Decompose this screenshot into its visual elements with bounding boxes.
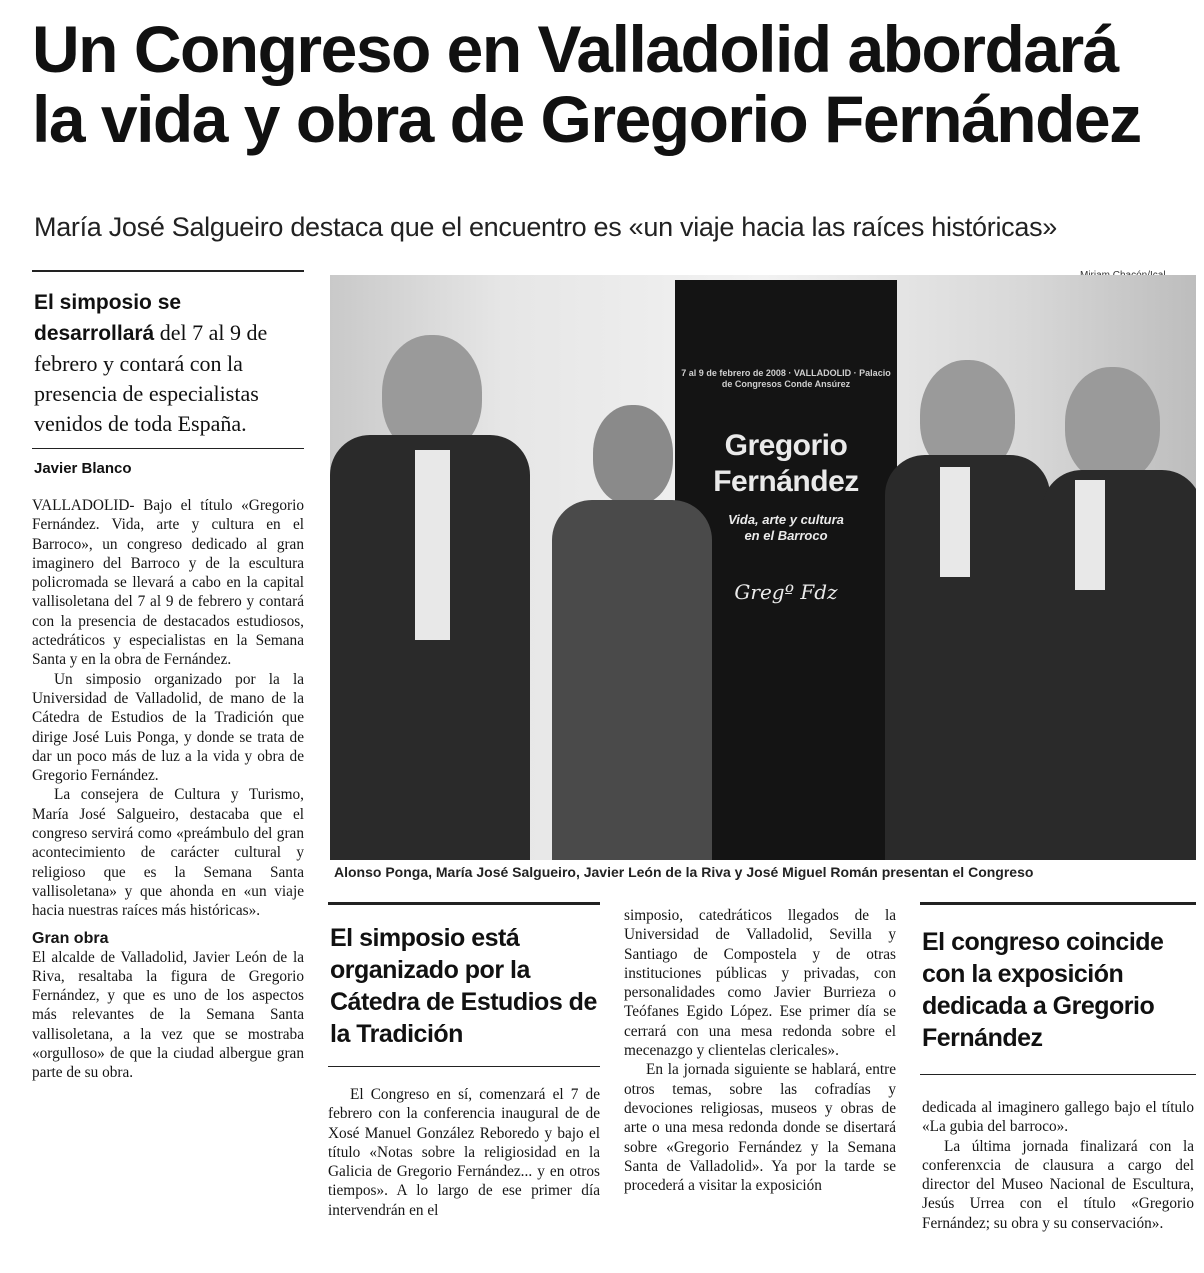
col4-paragraph-1: dedicada al imaginero gallego bajo el título «La gubia del barroco». — [922, 1099, 1194, 1136]
col3-paragraph-2: En la jornada siguiente se hablará, entre otros temas, sobre las cofradías y devociones religiosas, museos y obras de arte o una mesa redonda donde se disertará sobre «Gregorio Fernández y la Semana Santa de Valladolid». Ya por la tarde se procederá a visitar la exposición — [624, 1061, 896, 1195]
pullquote2-rule-top — [920, 902, 1196, 905]
pullquote2-rule-bottom — [920, 1074, 1196, 1075]
col4-paragraph-2: La última jornada finalizará con la conferenxcia de clausura a cargo del director del Museo Nacional de Escultura, Jesús Urrea con el título «Gregorio Fernández; su obra y su conservación». — [922, 1137, 1194, 1232]
column-4 — [922, 1098, 1194, 1233]
col1-paragraph-4: El alcalde de Valladolid, Javier León de la Riva, resaltaba la figura de Gregorio Fernández, y que es uno de los aspectos más relevantes de la Semana Santa vallisoletana, a la vez que se mostraba «orgulloso» de que la ciudad albergue gran parte de su obra. — [32, 948, 304, 1082]
photo-caption: Alonso Ponga, María José Salgueiro, Javier León de la Riva y José Miguel Román presentan el Congreso — [334, 864, 1034, 880]
banner-subtitle-line-2: en el Barroco — [744, 528, 828, 543]
byline: Javier Blanco — [34, 460, 132, 477]
headline-line-2: la vida y obra de Gregorio Fernández — [32, 82, 1141, 156]
col1-paragraph-2: Un simposio organizado por la la Universidad de Valladolid, de mano de la Cátedra de Estudios de la Tradición que dirige José Luis Ponga, y donde se trata de dar un poco más de luz a la vida y obra de Gregorio Fernández. — [32, 670, 304, 785]
column-2 — [328, 1085, 600, 1220]
banner-title — [675, 428, 897, 500]
col1-subheading: Gran obra — [32, 929, 109, 947]
lead-rest: del 7 al 9 de febrero y contará con la presencia de especialistas venidos de toda España. — [34, 320, 268, 436]
col2-paragraph-1: El Congreso en sí, comenzará el 7 de febrero con la conferencia inaugural de de Xosé Manuel González Reboredo y bajo el título «Notas sobre la religiosidad en la Galicia de Gregorio Fernández... y en otros tiempos». A lo largo de ese primer día intervendrán en el — [328, 1086, 600, 1219]
headline — [32, 14, 1182, 154]
column-1 — [32, 496, 304, 1083]
banner-title-line-1: Gregorio — [724, 429, 848, 462]
col1-paragraph-1: VALLADOLID- Bajo el título «Gregorio Fernández. Vida, arte y cultura en el Barroco», un congreso dedicado al gran imaginero del Barroco y de la escultura policromada se llevará a cabo en la capital vallisoletana del 7 al 9 de febrero y contará con la presencia de destacados estudiosos, actedráticos y especialistas en la Semana Santa y en la obra de Fernández. — [32, 497, 304, 669]
lead-rule — [32, 448, 304, 449]
lead-bold: El simposio se desarrollará — [34, 291, 182, 345]
top-rule — [32, 270, 304, 272]
pullquote1-rule-top — [328, 902, 600, 905]
column-3 — [624, 906, 896, 1195]
headline-line-1: Un Congreso en Valladolid abordará — [32, 12, 1118, 86]
pullquote-2: El congreso coincide con la exposición dedicada a Gregorio Fernández — [922, 928, 1164, 1052]
pullquote-1: El simposio está organizado por la Cátedra de Estudios de la Tradición — [330, 924, 597, 1048]
banner-signature: Gregº Fdz — [734, 580, 838, 604]
news-photo — [330, 275, 1196, 860]
pullquote1-rule-bottom — [328, 1066, 600, 1067]
lead-paragraph — [34, 287, 302, 439]
subheadline: María José Salgueiro destaca que el encuentro es «un viaje hacia las raíces históricas» — [34, 212, 1057, 242]
banner-title-line-2: Fernández — [713, 465, 859, 498]
banner-subtitle-line-1: Vida, arte y cultura — [728, 512, 844, 527]
col3-paragraph-1: simposio, catedráticos llegados de la Universidad de Valladolid, Sevilla y Santiago de Compostela y de otras instituciones públicas y privadas, con personalidades como Javier Burrieza o Teófanes Egido López. Ese primer día se cerrará con una mesa redonda sobre el mecenazgo y clientelas clericales». — [624, 907, 896, 1060]
col1-paragraph-3: La consejera de Cultura y Turismo, María José Salgueiro, destacaba que el congreso servirá como «preámbulo del gran acontecimiento de carácter cultural y religioso que es la Semana Santa vallisoletana» y que ahonda en «un viaje hacia nuestras raíces más históricas». — [32, 786, 304, 920]
banner-date: 7 al 9 de febrero de 2008 · VALLADOLID · Palacio de Congresos Conde Ansúrez — [681, 368, 891, 389]
